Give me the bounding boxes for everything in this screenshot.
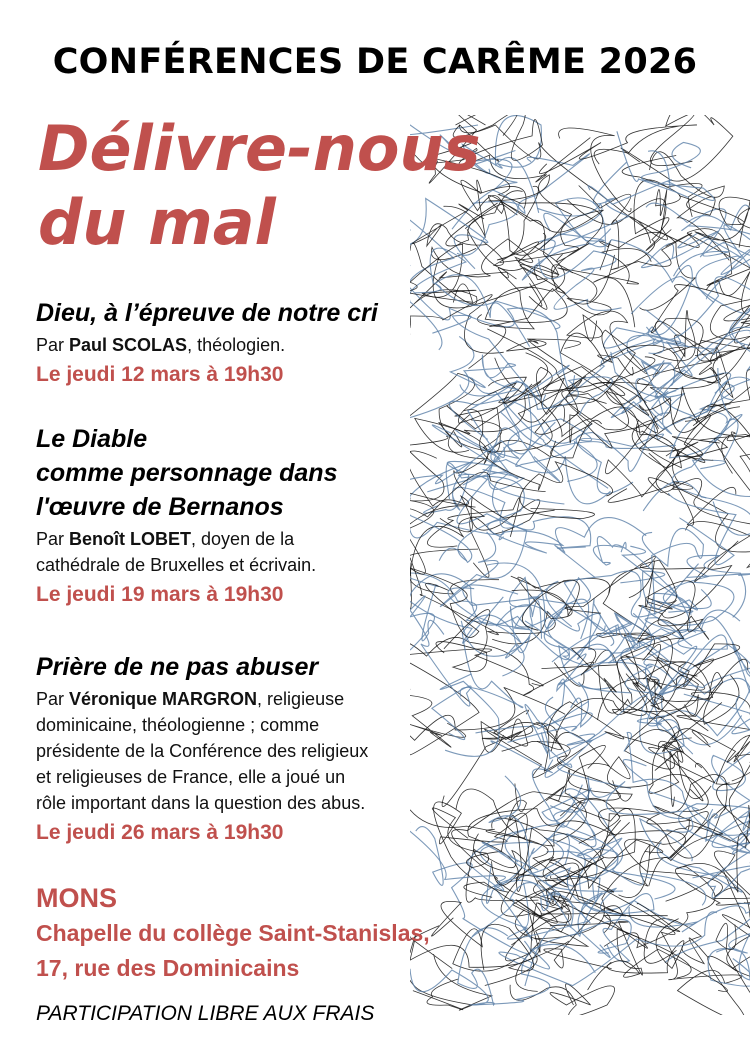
talk-date: Le jeudi 12 mars à 19h30 [36,363,284,386]
scribble-stroke [588,142,714,204]
scribble-stroke [510,984,615,1015]
description-line: , doyen de la [191,529,295,549]
speaker-name: Paul SCOLAS [69,335,188,355]
main-title-line-1: Délivre-nous [38,112,481,185]
scribble-stroke [506,339,664,404]
talk-2 [36,422,436,610]
venue-place-line-1: Chapelle du collège Saint-Stanislas, [36,920,430,946]
scribble-stroke [449,381,526,458]
scribble-stroke [708,934,750,987]
scribble-stroke [427,472,526,607]
scribble-stroke [542,657,632,713]
scribble-stroke [650,783,750,855]
speaker-name: Véronique MARGRON [69,689,258,709]
scribble-stroke [550,922,691,979]
talk-description [36,332,436,358]
scribble-stroke [622,310,715,430]
talk-title-line: Prière de ne pas abuser [36,653,319,681]
scribble-stroke [576,423,654,494]
description-line: cathédrale de Bruxelles et écrivain. [36,555,317,575]
description-line: , religieuse [257,689,345,709]
scribble-stroke [491,741,591,827]
talk-title [36,650,436,684]
scribble-stroke [448,588,523,708]
talk-1 [36,296,436,390]
talk-title-line: Le Diable [36,425,148,453]
description-line: et religieuses de France, elle a joué un [36,767,346,787]
scribble-stroke [621,115,733,181]
description-line: dominicaine, théologienne ; comme [36,715,320,735]
scribble-stroke [470,498,540,578]
main-title-line-2: du mal [38,186,276,259]
talk-title-line: comme personnage dans [36,459,338,487]
by-label: Par [36,689,65,709]
scribble-stroke [452,722,621,878]
venue-city: MONS [36,883,117,913]
scribble-stroke [567,311,647,374]
scribble-stroke [598,886,745,1015]
talk-title-line: Dieu, à l’épreuve de notre cri [36,299,378,327]
scribble-stroke [535,812,723,939]
talk-description [36,686,436,816]
main-title [38,112,558,260]
by-label: Par [36,529,65,549]
scribble-stroke [693,460,750,496]
talk-3 [36,650,436,848]
scribble-stroke [525,353,681,468]
talk-date: Le jeudi 26 mars à 19h30 [36,821,284,844]
scribble-stroke [668,493,736,565]
talk-title [36,296,436,330]
talk-description [36,526,436,578]
venue [36,880,536,986]
venue-place-line-2: 17, rue des Dominicains [36,955,300,981]
page-header: CONFÉRENCES DE CARÊME 2026 [52,42,698,82]
scribble-stroke [674,242,750,276]
description-line: rôle important dans la question des abus. [36,793,366,813]
description-line: présidente de la Conférence des religieux [36,741,369,761]
participation-note: PARTICIPATION LIBRE AUX FRAIS [36,1002,375,1025]
talk-date: Le jeudi 19 mars à 19h30 [36,583,284,606]
scribble-stroke [665,906,750,963]
scribble-stroke [677,659,750,767]
talk-title-line: l'œuvre de Bernanos [36,493,284,521]
description-line: , théologien. [187,335,286,355]
speaker-name: Benoît LOBET [69,529,192,549]
scribble-stroke [672,479,750,526]
scribble-stroke [432,784,526,868]
scribble-stroke [525,704,631,788]
scribble-stroke [558,248,652,301]
by-label: Par [36,335,65,355]
scribble-stroke [432,315,540,400]
talk-title [36,422,436,524]
